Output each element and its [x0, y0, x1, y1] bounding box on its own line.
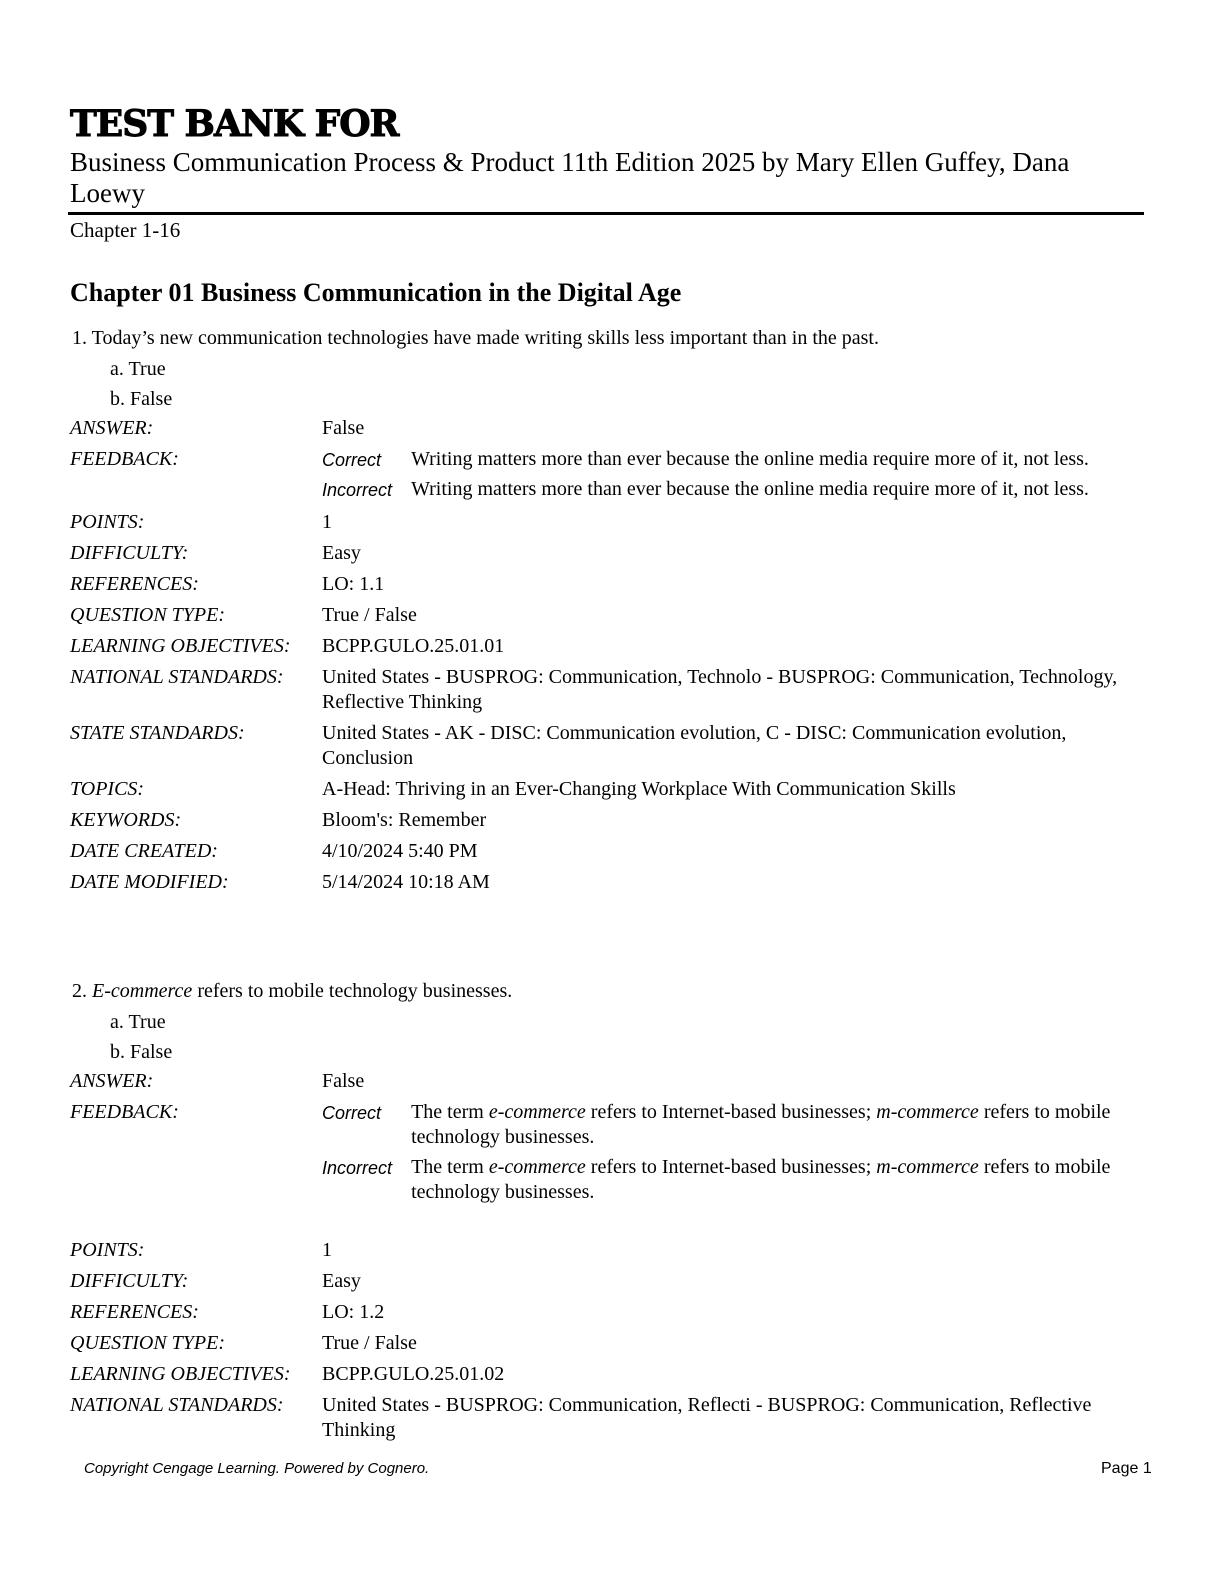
difficulty-label: DIFFICULTY: [70, 542, 189, 564]
fb-term: m-commerce [876, 1156, 979, 1178]
question-stem: 1. Today’s new communication technologies have made writing skills less important than in the past. [72, 327, 879, 349]
feedback-row [70, 1100, 1150, 1210]
option-true: a. True [110, 358, 166, 380]
learning-objectives-row [70, 1362, 1150, 1387]
answer-label: ANSWER: [70, 417, 154, 439]
question-2 [70, 977, 1150, 1443]
difficulty-row [70, 1269, 1150, 1294]
answer-row [70, 416, 1150, 441]
feedback-correct [322, 1100, 1150, 1155]
book-subtitle: Business Communication Process & Product 11th Edition 2025 by Mary Ellen Guffey, Dana Loewy [70, 147, 1070, 208]
references-label: REFERENCES: [70, 1301, 199, 1323]
question-metadata [70, 1069, 1150, 1443]
question-type-value: True / False [322, 604, 417, 626]
points-label: POINTS: [70, 511, 145, 533]
references-row [70, 572, 1150, 597]
feedback-incorrect [322, 477, 1150, 507]
keywords-row [70, 808, 1150, 833]
references-value: LO: 1.1 [322, 573, 385, 595]
footer-copyright: Copyright Cengage Learning. Powered by Cognero. [84, 1460, 430, 1477]
feedback-row [70, 447, 1150, 507]
references-label: REFERENCES: [70, 573, 199, 595]
references-value: LO: 1.2 [322, 1301, 385, 1323]
option-true: a. True [110, 1011, 166, 1033]
feedback-table [322, 1100, 1150, 1210]
feedback-label: FEEDBACK: [70, 1101, 179, 1123]
date-created-row [70, 839, 1150, 864]
date-created-value: 4/10/2024 5:40 PM [322, 840, 478, 862]
correct-text: Writing matters more than ever because the online media require more of it, not less. [411, 448, 1089, 470]
learning-objectives-label: LEARNING OBJECTIVES: [70, 1363, 291, 1385]
national-standards-row [70, 665, 1150, 715]
question-type-label: QUESTION TYPE: [70, 1332, 226, 1354]
incorrect-text [411, 1155, 1150, 1210]
date-modified-row [70, 870, 1150, 895]
answer-options [110, 1007, 1150, 1067]
question-metadata [70, 416, 1150, 895]
difficulty-value: Easy [322, 1270, 361, 1292]
points-value: 1 [322, 511, 332, 533]
references-row [70, 1300, 1150, 1325]
incorrect-label: Incorrect [322, 1158, 393, 1178]
question-1 [70, 324, 1150, 895]
national-standards-value: United States - BUSPROG: Communication, Technolo - BUSPROG: Communication, Technology, Reflective Thinking [322, 666, 1118, 713]
answer-value: False [322, 1070, 365, 1092]
national-standards-row [70, 1393, 1150, 1443]
feedback-table [322, 447, 1150, 507]
chapter-heading: Chapter 01 Business Communication in the Digital Age [70, 278, 682, 307]
feedback-incorrect [322, 1155, 1150, 1210]
question-type-label: QUESTION TYPE: [70, 604, 226, 626]
fb-part: refers to Internet-based businesses; [590, 1101, 872, 1123]
keywords-value: Bloom's: Remember [322, 809, 487, 831]
learning-objectives-value: BCPP.GULO.25.01.02 [322, 1363, 505, 1385]
option-false: b. False [110, 1041, 173, 1063]
national-standards-label: NATIONAL STANDARDS: [70, 1394, 284, 1416]
fb-part: The term [411, 1101, 484, 1123]
points-label: POINTS: [70, 1239, 145, 1261]
points-value: 1 [322, 1239, 332, 1261]
topics-value: A-Head: Thriving in an Ever-Changing Workplace With Communication Skills [322, 778, 956, 800]
incorrect-label: Incorrect [322, 480, 393, 500]
stem-text: refers to mobile technology businesses. [197, 980, 513, 1002]
answer-options [110, 354, 1150, 414]
stem-term: E-commerce [92, 980, 193, 1002]
difficulty-label: DIFFICULTY: [70, 1270, 189, 1292]
national-standards-label: NATIONAL STANDARDS: [70, 666, 284, 688]
answer-row [70, 1069, 1150, 1094]
topics-label: TOPICS: [70, 778, 145, 800]
difficulty-value: Easy [322, 542, 361, 564]
date-modified-label: DATE MODIFIED: [70, 871, 229, 893]
national-standards-value: United States - BUSPROG: Communication, Reflecti - BUSPROG: Communication, Reflective Thinking [322, 1394, 1092, 1441]
topics-row [70, 777, 1150, 802]
question-number: 2. [72, 980, 87, 1002]
question-type-row [70, 1331, 1150, 1356]
feedback-correct [322, 447, 1150, 477]
points-row [70, 510, 1150, 535]
question-stem [72, 977, 1150, 1005]
learning-objectives-label: LEARNING OBJECTIVES: [70, 635, 291, 657]
question-type-row [70, 603, 1150, 628]
page-number: Page 1 [1101, 1460, 1152, 1477]
fb-part: The term [411, 1156, 484, 1178]
fb-term: e-commerce [488, 1156, 586, 1178]
correct-text [411, 1100, 1150, 1155]
correct-label: Correct [322, 1103, 382, 1123]
fb-term: e-commerce [488, 1101, 586, 1123]
question-type-value: True / False [322, 1332, 417, 1354]
feedback-label: FEEDBACK: [70, 448, 179, 470]
date-created-label: DATE CREATED: [70, 840, 218, 862]
header-divider [68, 212, 1144, 215]
state-standards-row [70, 721, 1150, 771]
state-standards-value: United States - AK - DISC: Communication evolution, C - DISC: Communication evolution, Conclusion [322, 722, 1067, 769]
option-false: b. False [110, 388, 173, 410]
learning-objectives-value: BCPP.GULO.25.01.01 [322, 635, 505, 657]
document-title: TEST BANK FOR [70, 103, 399, 145]
points-row [70, 1238, 1150, 1263]
incorrect-text: Writing matters more than ever because the online media require more of it, not less. [411, 478, 1089, 500]
correct-label: Correct [322, 450, 382, 470]
difficulty-row [70, 541, 1150, 566]
fb-term: m-commerce [876, 1101, 979, 1123]
answer-label: ANSWER: [70, 1070, 154, 1092]
state-standards-label: STATE STANDARDS: [70, 722, 245, 744]
fb-part: refers to mobile technology businesses. [411, 1101, 1111, 1148]
fb-part: refers to Internet-based businesses; [590, 1156, 872, 1178]
fb-part: refers to mobile technology businesses. [411, 1156, 1111, 1203]
chapter-range: Chapter 1-16 [70, 218, 181, 242]
learning-objectives-row [70, 634, 1150, 659]
keywords-label: KEYWORDS: [70, 809, 182, 831]
answer-value: False [322, 417, 365, 439]
date-modified-value: 5/14/2024 10:18 AM [322, 871, 490, 893]
